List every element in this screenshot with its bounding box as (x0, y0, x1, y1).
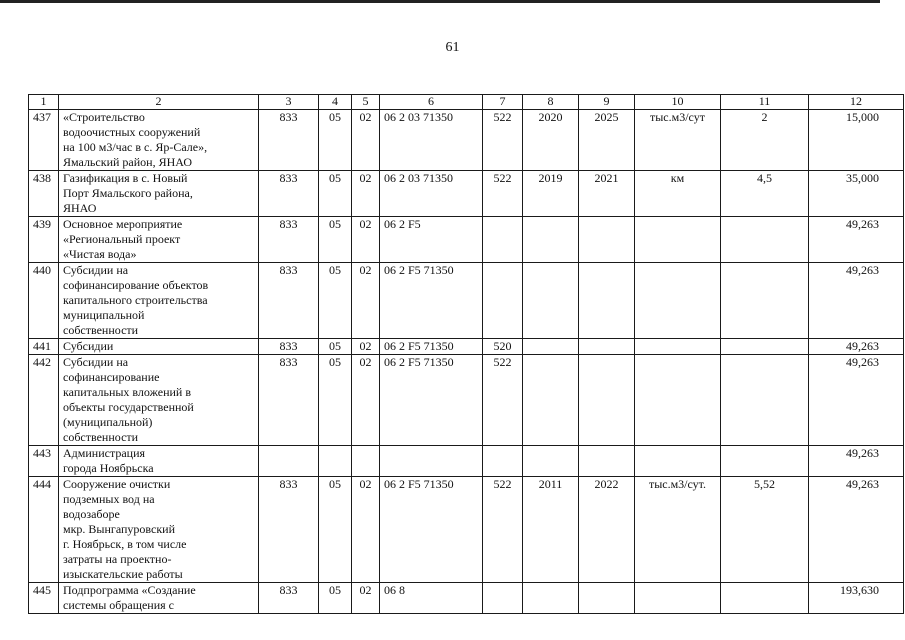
cell-col-9 (579, 339, 635, 355)
name-line: Ямальский район, ЯНАО (63, 155, 192, 169)
cell-col-5: 02 (352, 263, 380, 339)
cell-col-6: 06 2 F5 71350 (380, 339, 483, 355)
cell-col-11 (721, 339, 809, 355)
cell-col-4 (319, 446, 352, 477)
cell-col-12: 49,263 (809, 477, 904, 583)
cell-col-7 (483, 217, 523, 263)
table-row (29, 110, 904, 171)
cell-col-6: 06 2 03 71350 (380, 171, 483, 217)
cell-col-4: 05 (319, 583, 352, 614)
row-name-cell (59, 217, 259, 263)
name-line: «Региональный проект (63, 232, 181, 246)
cell-col-9: 2022 (579, 477, 635, 583)
column-header-5: 5 (352, 95, 380, 110)
cell-col-5: 02 (352, 110, 380, 171)
cell-col-8: 2011 (523, 477, 579, 583)
cell-col-10 (635, 355, 721, 446)
cell-col-12: 49,263 (809, 446, 904, 477)
name-line: собственности (63, 323, 139, 337)
cell-col-12: 49,263 (809, 355, 904, 446)
row-number-cell: 442 (29, 355, 59, 446)
cell-col-8 (523, 446, 579, 477)
row-number-cell: 439 (29, 217, 59, 263)
cell-col-9 (579, 263, 635, 339)
header-row (29, 95, 904, 110)
cell-col-4: 05 (319, 110, 352, 171)
cell-col-5: 02 (352, 339, 380, 355)
name-line: Основное мероприятие (63, 217, 183, 231)
column-header-12: 12 (809, 95, 904, 110)
cell-col-10 (635, 446, 721, 477)
cell-col-9: 2021 (579, 171, 635, 217)
name-line: на 100 м3/час в с. Яр-Сале», (63, 140, 208, 154)
table-row (29, 339, 904, 355)
table-row (29, 477, 904, 583)
cell-col-7: 522 (483, 171, 523, 217)
cell-col-7: 520 (483, 339, 523, 355)
cell-col-3: 833 (259, 217, 319, 263)
cell-col-12: 193,630 (809, 583, 904, 614)
column-header-2: 2 (59, 95, 259, 110)
column-header-7: 7 (483, 95, 523, 110)
cell-col-3 (259, 446, 319, 477)
name-line: объекты государственной (63, 400, 194, 414)
cell-col-3: 833 (259, 339, 319, 355)
name-line: капитальных вложений в (63, 385, 192, 399)
cell-col-10: тыс.м3/сут. (635, 477, 721, 583)
cell-col-9 (579, 355, 635, 446)
row-name-cell (59, 355, 259, 446)
column-header-11: 11 (721, 95, 809, 110)
table-row (29, 263, 904, 339)
cell-col-11 (721, 446, 809, 477)
cell-col-10 (635, 339, 721, 355)
scan-top-edge (0, 0, 905, 3)
cell-col-6: 06 8 (380, 583, 483, 614)
cell-col-7: 522 (483, 477, 523, 583)
table-row (29, 171, 904, 217)
cell-col-12: 49,263 (809, 339, 904, 355)
cell-col-8 (523, 263, 579, 339)
name-line: ЯНАО (63, 201, 97, 215)
cell-col-7 (483, 446, 523, 477)
cell-col-11 (721, 217, 809, 263)
row-name-cell (59, 110, 259, 171)
column-header-3: 3 (259, 95, 319, 110)
cell-col-8 (523, 339, 579, 355)
row-name-cell (59, 171, 259, 217)
column-header-6: 6 (380, 95, 483, 110)
row-name-cell (59, 339, 259, 355)
cell-col-12: 49,263 (809, 217, 904, 263)
cell-col-10: км (635, 171, 721, 217)
table-row (29, 355, 904, 446)
cell-col-10 (635, 263, 721, 339)
cell-col-11 (721, 263, 809, 339)
row-name-cell (59, 583, 259, 614)
cell-col-8 (523, 217, 579, 263)
name-line: Газификация в с. Новый (63, 171, 188, 185)
cell-col-4: 05 (319, 171, 352, 217)
cell-col-9: 2025 (579, 110, 635, 171)
cell-col-11: 5,52 (721, 477, 809, 583)
cell-col-7 (483, 583, 523, 614)
row-name-cell (59, 263, 259, 339)
row-name-cell (59, 477, 259, 583)
name-line: собственности (63, 430, 139, 444)
cell-col-6: 06 2 F5 71350 (380, 263, 483, 339)
budget-table (28, 94, 904, 614)
row-number-cell: 441 (29, 339, 59, 355)
name-line: «Строительство (63, 110, 145, 124)
cell-col-4: 05 (319, 339, 352, 355)
cell-col-5: 02 (352, 171, 380, 217)
cell-col-5 (352, 446, 380, 477)
name-line: капитального строительства (63, 293, 208, 307)
name-line: муниципальной (63, 308, 145, 322)
row-number-cell: 437 (29, 110, 59, 171)
row-number-cell: 444 (29, 477, 59, 583)
name-line: софинансирование (63, 370, 160, 384)
cell-col-6: 06 2 F5 71350 (380, 477, 483, 583)
cell-col-3: 833 (259, 583, 319, 614)
name-line: Субсидии (63, 339, 114, 353)
cell-col-11 (721, 583, 809, 614)
cell-col-9 (579, 217, 635, 263)
name-line: Администрация (63, 446, 146, 460)
cell-col-4: 05 (319, 355, 352, 446)
cell-col-9 (579, 446, 635, 477)
name-line: Сооружение очистки (63, 477, 171, 491)
name-line: города Ноябрьска (63, 461, 154, 475)
cell-col-9 (579, 583, 635, 614)
name-line: г. Ноябрьск, в том числе (63, 537, 187, 551)
cell-col-5: 02 (352, 355, 380, 446)
cell-col-7 (483, 263, 523, 339)
cell-col-12: 15,000 (809, 110, 904, 171)
cell-col-3: 833 (259, 171, 319, 217)
cell-col-8: 2019 (523, 171, 579, 217)
row-number-cell: 443 (29, 446, 59, 477)
cell-col-8 (523, 583, 579, 614)
table-row (29, 583, 904, 614)
name-line: подземных вод на (63, 492, 155, 506)
name-line: Порт Ямальского района, (63, 186, 193, 200)
cell-col-5: 02 (352, 217, 380, 263)
cell-col-6: 06 2 F5 (380, 217, 483, 263)
cell-col-5: 02 (352, 477, 380, 583)
cell-col-3: 833 (259, 110, 319, 171)
table-row (29, 217, 904, 263)
name-line: системы обращения с (63, 598, 174, 612)
row-number-cell: 445 (29, 583, 59, 614)
cell-col-8: 2020 (523, 110, 579, 171)
column-header-1: 1 (29, 95, 59, 110)
column-header-9: 9 (579, 95, 635, 110)
cell-col-6: 06 2 03 71350 (380, 110, 483, 171)
cell-col-3: 833 (259, 477, 319, 583)
column-header-10: 10 (635, 95, 721, 110)
cell-col-10 (635, 217, 721, 263)
cell-col-6 (380, 446, 483, 477)
name-line: «Чистая вода» (63, 247, 137, 261)
cell-col-11: 2 (721, 110, 809, 171)
cell-col-6: 06 2 F5 71350 (380, 355, 483, 446)
name-line: водоочистных сооружений (63, 125, 201, 139)
row-number-cell: 438 (29, 171, 59, 217)
column-header-8: 8 (523, 95, 579, 110)
cell-col-3: 833 (259, 263, 319, 339)
cell-col-7: 522 (483, 355, 523, 446)
name-line: (муниципальной) (63, 415, 153, 429)
name-line: Субсидии на (63, 263, 129, 277)
name-line: затраты на проектно- (63, 552, 172, 566)
name-line: софинансирование объектов (63, 278, 209, 292)
cell-col-5: 02 (352, 583, 380, 614)
cell-col-4: 05 (319, 477, 352, 583)
page-number: 61 (445, 40, 460, 55)
row-number-cell: 440 (29, 263, 59, 339)
name-line: мкр. Вынгапуровский (63, 522, 176, 536)
row-name-cell (59, 446, 259, 477)
cell-col-10: тыс.м3/сут (635, 110, 721, 171)
name-line: Субсидии на (63, 355, 129, 369)
column-header-4: 4 (319, 95, 352, 110)
table-row (29, 446, 904, 477)
cell-col-11 (721, 355, 809, 446)
table-body (29, 110, 904, 614)
cell-col-7: 522 (483, 110, 523, 171)
cell-col-11: 4,5 (721, 171, 809, 217)
name-line: Подпрограмма «Создание (63, 583, 196, 597)
name-line: водозаборе (63, 507, 120, 521)
cell-col-10 (635, 583, 721, 614)
cell-col-12: 49,263 (809, 263, 904, 339)
name-line: изыскательские работы (63, 567, 183, 581)
cell-col-4: 05 (319, 263, 352, 339)
cell-col-3: 833 (259, 355, 319, 446)
cell-col-4: 05 (319, 217, 352, 263)
cell-col-12: 35,000 (809, 171, 904, 217)
cell-col-8 (523, 355, 579, 446)
